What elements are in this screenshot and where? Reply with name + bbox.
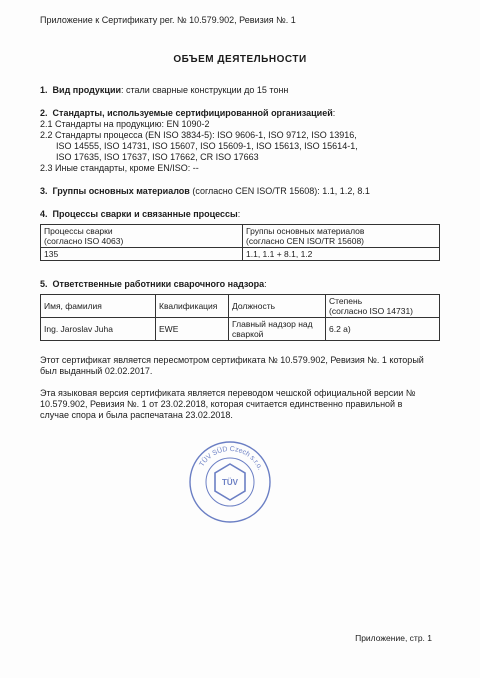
stamp-center-text: TÜV bbox=[222, 478, 238, 487]
stamp-ring-text: TÜV SÜD Czech s.r.o. bbox=[198, 445, 264, 472]
table-cell: 135 bbox=[41, 248, 243, 261]
page-header: Приложение к Сертификату рег. № 10.579.902, Ревизия №. 1 bbox=[40, 15, 296, 25]
table-cell: Должность bbox=[229, 295, 326, 318]
tuv-stamp bbox=[188, 440, 272, 524]
section-3-text: (согласно CEN ISO/TR 15608): 1.1, 1.2, 8.1 bbox=[189, 186, 370, 196]
table-header-row bbox=[41, 225, 440, 248]
table-cell: EWE bbox=[156, 318, 229, 341]
page-footer: Приложение, стр. 1 bbox=[355, 633, 432, 643]
revision-note-line-1: Этот сертификат является пересмотром сертификата № 10.579.902, Ревизия №. 1 который bbox=[40, 355, 424, 365]
table-cell: Степень (согласно ISO 14731) bbox=[326, 295, 440, 318]
section-4-heading: 4. Процессы сварки и связанные процессы: bbox=[40, 209, 241, 219]
table-cell: Группы основных материалов (согласно CEN ISO/TR 15608) bbox=[243, 225, 440, 248]
translation-note-line-1: Эта языковая версия сертификата является переводом чешской официальной версии № bbox=[40, 388, 416, 398]
section-2-1: 2.1 Стандарты на продукцию: EN 1090-2 bbox=[40, 119, 210, 129]
table-cell: 1.1, 1.1 + 8.1, 1.2 bbox=[243, 248, 440, 261]
table-cell: Имя, фамилия bbox=[41, 295, 156, 318]
section-2-2-cont-2: ISO 17635, ISO 17637, ISO 17662, CR ISO 17663 bbox=[56, 152, 259, 162]
section-2-label: Стандарты, используемые сертифицированной организацией bbox=[52, 108, 333, 118]
section-3: 3. Группы основных материалов (согласно CEN ISO/TR 15608): 1.1, 1.2, 8.1 bbox=[40, 186, 370, 196]
section-1: 1. Вид продукции: стали сварные конструкции до 15 тонн bbox=[40, 85, 289, 95]
section-2-3: 2.3 Иные стандарты, кроме EN/ISO: -- bbox=[40, 163, 199, 173]
translation-note-line-3: случае спора и была распечатана 23.02.2018. bbox=[40, 410, 233, 420]
section-2-2: 2.2 Стандарты процесса (EN ISO 3834-5): ISO 9606-1, ISO 9712, ISO 13916, bbox=[40, 130, 357, 140]
table-row bbox=[41, 248, 440, 261]
section-5-label: Ответственные работники сварочного надзора bbox=[52, 279, 265, 289]
table-cell: Главный надзор над сваркой bbox=[229, 318, 326, 341]
table-row bbox=[41, 318, 440, 341]
table-cell: Процессы сварки (согласно ISO 4063) bbox=[41, 225, 243, 248]
section-1-text: : стали сварные конструкции до 15 тонн bbox=[121, 85, 289, 95]
table-cell: Ing. Jaroslav Juha bbox=[41, 318, 156, 341]
section-1-label: Вид продукции bbox=[52, 85, 122, 95]
section-2-2-cont-1: ISO 14555, ISO 14731, ISO 15607, ISO 15609-1, ISO 15613, ISO 15614-1, bbox=[56, 141, 358, 151]
table-cell: Квалификация bbox=[156, 295, 229, 318]
table-cell: 6.2 a) bbox=[326, 318, 440, 341]
welding-process-table bbox=[40, 224, 440, 261]
supervision-staff-table bbox=[40, 294, 440, 341]
translation-note-line-2: 10.579.902, Ревизия №. 1 от 23.02.2018, которая считается единственно правильной в bbox=[40, 399, 403, 409]
revision-note-line-2: был выданный 02.02.2017. bbox=[40, 366, 153, 376]
table-header-row bbox=[41, 295, 440, 318]
section-5-heading: 5. Ответственные работники сварочного надзора: bbox=[40, 279, 267, 289]
section-4-label: Процессы сварки и связанные процессы bbox=[52, 209, 238, 219]
section-3-label: Группы основных материалов bbox=[52, 186, 190, 196]
page-title: ОБЪЕМ ДЕЯТЕЛЬНОСТИ bbox=[173, 54, 307, 65]
section-2-heading: 2. Стандарты, используемые сертифицированной организацией: bbox=[40, 108, 336, 118]
